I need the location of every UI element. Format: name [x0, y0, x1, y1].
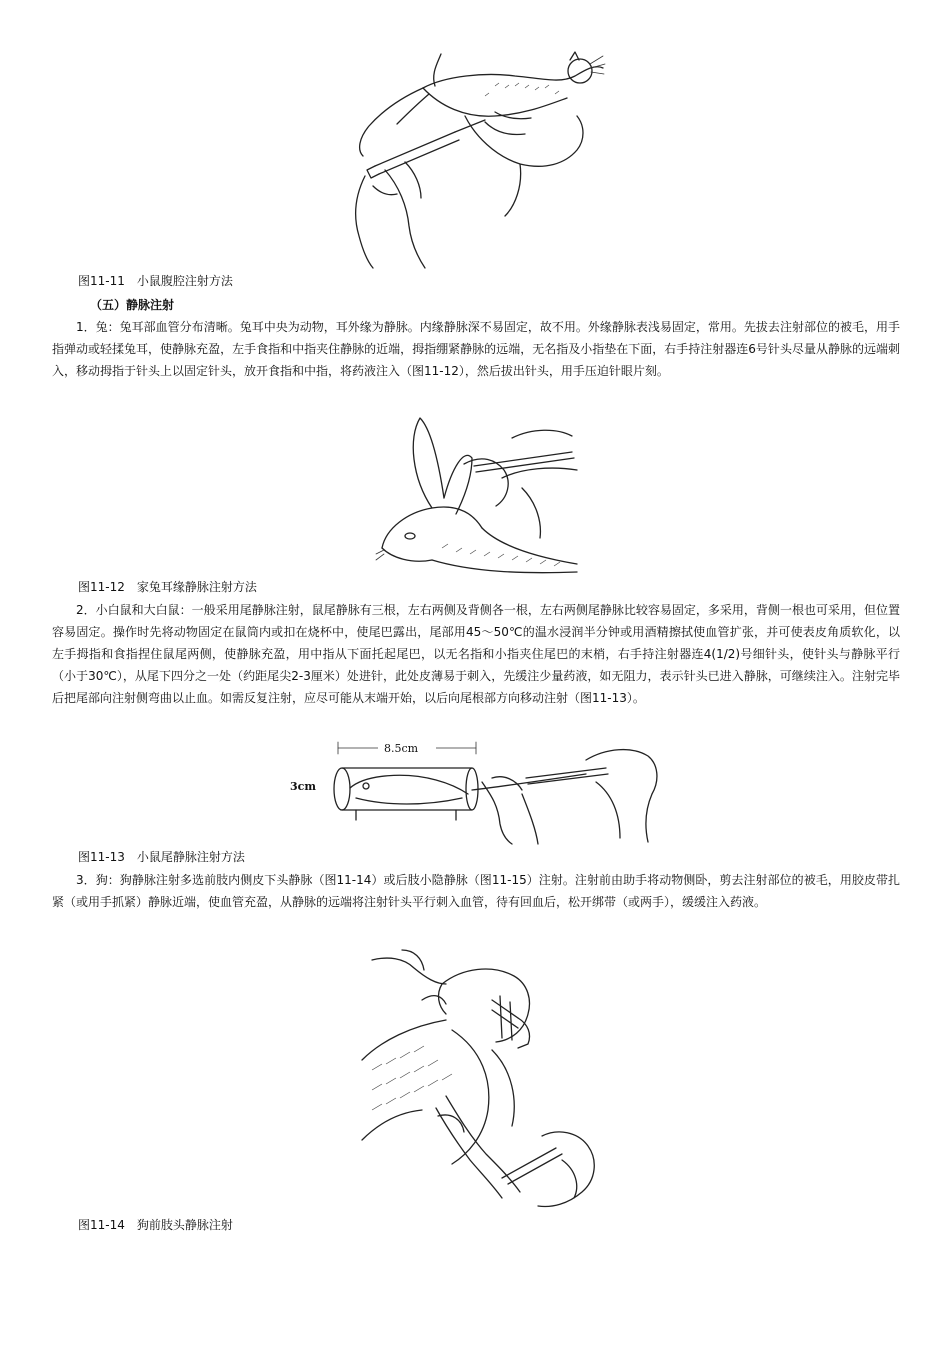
figure-dog-cephalic-injection [342, 940, 608, 1214]
figure-caption: 图11-13 小鼠尾静脉注射方法 [78, 850, 245, 864]
dog-illustration [342, 940, 608, 1214]
figure-caption: 图11-11 小鼠腹腔注射方法 [78, 274, 233, 288]
diameter-label: 3cm [290, 780, 316, 793]
mouse-tail-illustration [286, 734, 664, 846]
figure-caption: 图11-12 家兔耳缘静脉注射方法 [78, 580, 257, 594]
paragraph-dog: 3．狗：狗静脉注射多选前肢内侧皮下头静脉（图11-14）或后肢小隐静脉（图11-15）注射。注射前由助手将动物侧卧，剪去注射部位的被毛，用胶皮带扎紧（或用手抓紧）静脉近端，使血管充盈，从静脉的远端将注射针头平行刺入血管，待有回血后，松开绑带（或两手），缓缓注入药液。 [52, 873, 900, 909]
paragraph-mouse-rat: 2．小白鼠和大白鼠：一般采用尾静脉注射，鼠尾静脉有三根，左右两侧及背侧各一根，左右两侧尾静脉比较容易固定，多采用，背侧一根也可采用，但位置容易固定。操作时先将动物固定在鼠筒内或扣在烧杯中，使尾巴露出，尾部用45～50℃的温水浸润半分钟或用酒精擦拭使血管扩张，并可使表皮角质软化，以左手拇指和食指捏住鼠尾两侧，使静脉充盈，用中指从下面托起尾巴，以无名指和小指夹住尾巴的末梢，右手持注射器连4(1/2)号细针头，使针头与静脉平行（小于30℃），从尾下四分之一处（约距尾尖2-3厘米）处进针，此处皮薄易于刺入，先缓注少量药液，如无阻力，表示针头已进入静脉，可继续注入。注射完毕后把尾部向注射侧弯曲以止血。如需反复注射，应尽可能从末端开始，以后向尾根部方向移动注射（图11-13）。 [52, 603, 900, 705]
figure-caption: 图11-14 狗前肢头静脉注射 [78, 1218, 233, 1232]
figure-rabbit-ear-injection [372, 408, 582, 576]
figure-mouse-tail-injection [286, 734, 664, 846]
paragraph-rabbit: 1．兔：兔耳部血管分布清晰。兔耳中央为动物，耳外缘为静脉。内缘静脉深不易固定，故不用。外缘静脉表浅易固定，常用。先拔去注射部位的被毛，用手指弹动或轻揉兔耳，使静脉充盈，左手食指和中指夹住静脉的近端，拇指绷紧静脉的远端，无名指及小指垫在下面，右手持注射器连6号针头尽量从静脉的远端刺入，移动拇指于针头上以固定针头，放开食指和中指，将药液注入（图11-12），然后拔出针头，用手压迫针眼片刻。 [52, 320, 900, 378]
length-label: 8.5cm [384, 742, 419, 755]
mouse-ip-illustration [345, 46, 607, 270]
rabbit-ear-illustration [372, 408, 582, 576]
figure-mouse-ip-injection [345, 46, 607, 270]
section-heading: （五）静脉注射 [90, 298, 175, 312]
